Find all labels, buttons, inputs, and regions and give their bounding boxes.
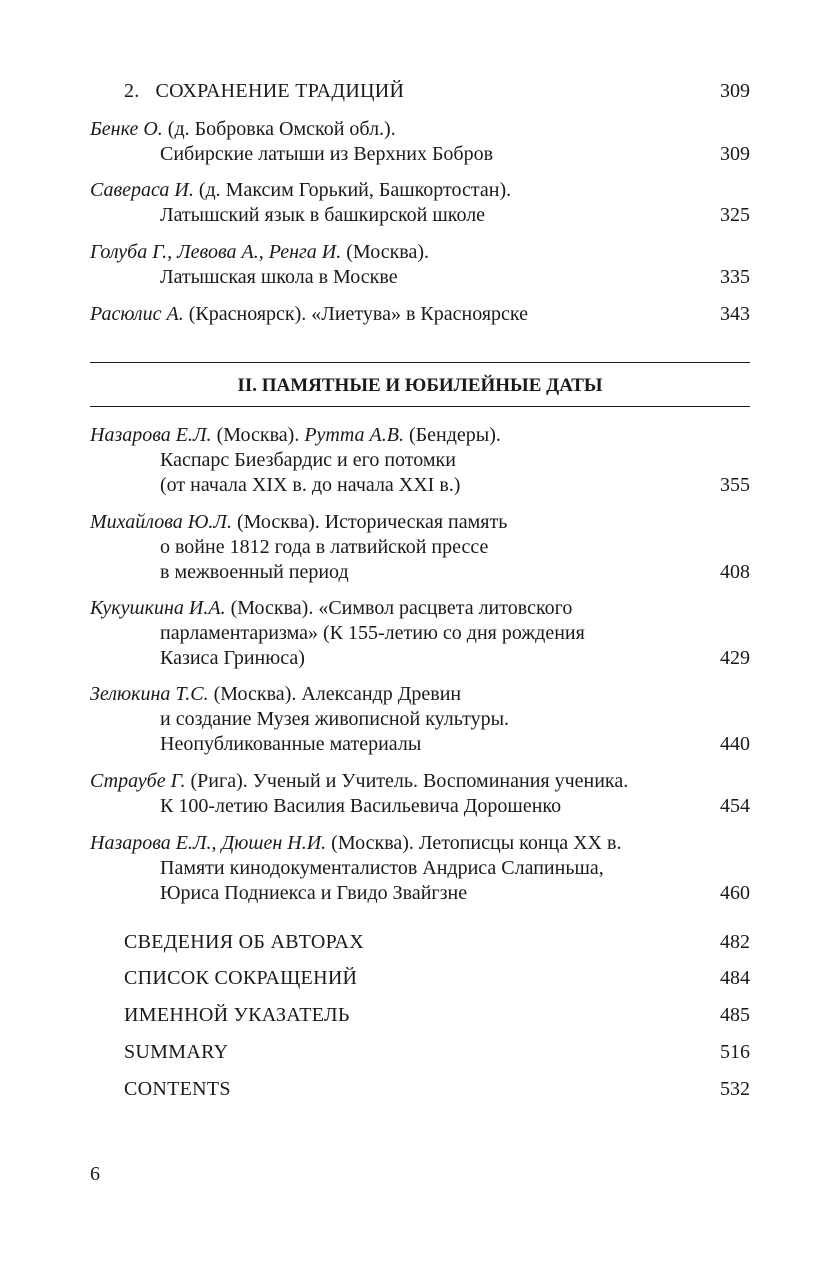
entry-author: Бенке О. bbox=[90, 118, 163, 140]
entry-text: (Красноярск). «Лиетува» в Красноярске bbox=[183, 303, 528, 325]
entry-page: 460 bbox=[720, 882, 750, 904]
toc-page bbox=[90, 0, 750, 1270]
entry-page: 343 bbox=[720, 303, 750, 325]
toc-entry[interactable] bbox=[90, 831, 621, 856]
entry-text: (д. Максим Горький, Башкортостан). bbox=[193, 179, 512, 201]
entry-page: 532 bbox=[720, 1078, 750, 1100]
entry-page: 485 bbox=[720, 1004, 750, 1026]
entry-text: (д. Бобровка Омской обл.). bbox=[162, 118, 396, 140]
toc-entry[interactable] bbox=[90, 240, 429, 265]
entry-page: 325 bbox=[720, 204, 750, 226]
entry-line: о войне 1812 года в латвийской прессе bbox=[160, 536, 489, 558]
section-number: 2. bbox=[124, 80, 140, 102]
entry-author: Михайлова Ю.Л. bbox=[90, 511, 232, 533]
section-page: 309 bbox=[720, 80, 750, 102]
toc-entry[interactable] bbox=[90, 769, 628, 794]
entry-text: (Москва). Историческая память bbox=[231, 511, 508, 533]
entry-author: Кукушкина И.А. bbox=[90, 597, 226, 619]
toc-back-summary[interactable]: SUMMARY bbox=[124, 1041, 229, 1063]
entry-line: и создание Музея живописной культуры. bbox=[160, 708, 510, 730]
entry-text: (Бендеры). bbox=[404, 424, 501, 446]
toc-back-authors[interactable]: СВЕДЕНИЯ ОБ АВТОРАХ bbox=[124, 931, 364, 953]
entry-text: (Москва). «Символ расцвета литовского bbox=[225, 597, 573, 619]
entry-page: 484 bbox=[720, 967, 750, 989]
entry-page: 429 bbox=[720, 647, 750, 669]
entry-line: Памяти кинодокументалистов Андриса Слапиньша, bbox=[160, 857, 604, 879]
entry-line: Казиса Гринюса) bbox=[160, 647, 305, 669]
entry-line: Каспарс Биезбардис и его потомки bbox=[160, 449, 456, 471]
entry-author: Страубе Г. bbox=[90, 770, 186, 792]
entry-author: Савераса И. bbox=[90, 179, 194, 201]
toc-back-contents[interactable]: CONTENTS bbox=[124, 1078, 231, 1100]
entry-author: Расюлис А. bbox=[90, 303, 184, 325]
entry-line: Латышский язык в башкирской школе bbox=[160, 204, 486, 226]
part-heading: II. ПАМЯТНЫЕ И ЮБИЛЕЙНЫЕ ДАТЫ bbox=[237, 375, 603, 396]
entry-text: (Москва). Летописцы конца XX в. bbox=[326, 832, 622, 854]
entry-page: 355 bbox=[720, 474, 750, 496]
entry-author: Назарова Е.Л. bbox=[90, 424, 212, 446]
toc-back-abbreviations[interactable]: СПИСОК СОКРАЩЕНИЙ bbox=[124, 967, 358, 989]
page-number: 6 bbox=[90, 1163, 100, 1185]
toc-section-heading[interactable] bbox=[124, 79, 404, 104]
entry-line: в межвоенный период bbox=[160, 561, 349, 583]
entry-page: 516 bbox=[720, 1041, 750, 1063]
entry-page: 482 bbox=[720, 931, 750, 953]
section-title: СОХРАНЕНИЕ ТРАДИЦИЙ bbox=[155, 80, 405, 102]
entry-text: (Москва). bbox=[211, 424, 305, 446]
entry-line: К 100-летию Василия Васильевича Дорошенко bbox=[160, 795, 562, 817]
toc-entry[interactable] bbox=[90, 510, 507, 535]
entry-page: 309 bbox=[720, 143, 750, 165]
entry-line: Сибирские латыши из Верхних Бобров bbox=[160, 143, 494, 165]
entry-text: (Рига). Ученый и Учитель. Воспоминания ученика. bbox=[185, 770, 629, 792]
entry-author: Назарова Е.Л., Дюшен Н.И. bbox=[90, 832, 327, 854]
entry-page: 408 bbox=[720, 561, 750, 583]
entry-page: 335 bbox=[720, 266, 750, 288]
entry-author-2: Рутта А.В. bbox=[304, 424, 404, 446]
entry-text: (Москва). bbox=[341, 241, 430, 263]
divider-top bbox=[90, 362, 750, 363]
toc-entry[interactable] bbox=[90, 596, 572, 621]
entry-line: парламентаризма» (К 155-летию со дня рождения bbox=[160, 622, 585, 644]
entry-author: Голуба Г., Левова А., Ренга И. bbox=[90, 241, 342, 263]
entry-line: Латышская школа в Москве bbox=[160, 266, 398, 288]
toc-entry[interactable] bbox=[90, 178, 511, 203]
divider-bottom bbox=[90, 406, 750, 407]
toc-entry[interactable] bbox=[90, 302, 528, 327]
entry-line: Юриса Подниекса и Гвидо Звайгзне bbox=[160, 882, 468, 904]
toc-entry[interactable] bbox=[90, 117, 396, 142]
entry-page: 440 bbox=[720, 733, 750, 755]
entry-text: (Москва). Александр Древин bbox=[208, 683, 462, 705]
toc-back-index[interactable]: ИМЕННОЙ УКАЗАТЕЛЬ bbox=[124, 1004, 350, 1026]
entry-page: 454 bbox=[720, 795, 750, 817]
toc-entry[interactable] bbox=[90, 682, 461, 707]
toc-entry[interactable] bbox=[90, 423, 501, 448]
entry-author: Зелюкина Т.С. bbox=[90, 683, 209, 705]
entry-line: Неопубликованные материалы bbox=[160, 733, 422, 755]
entry-line: (от начала XIX в. до начала XXI в.) bbox=[160, 474, 461, 496]
